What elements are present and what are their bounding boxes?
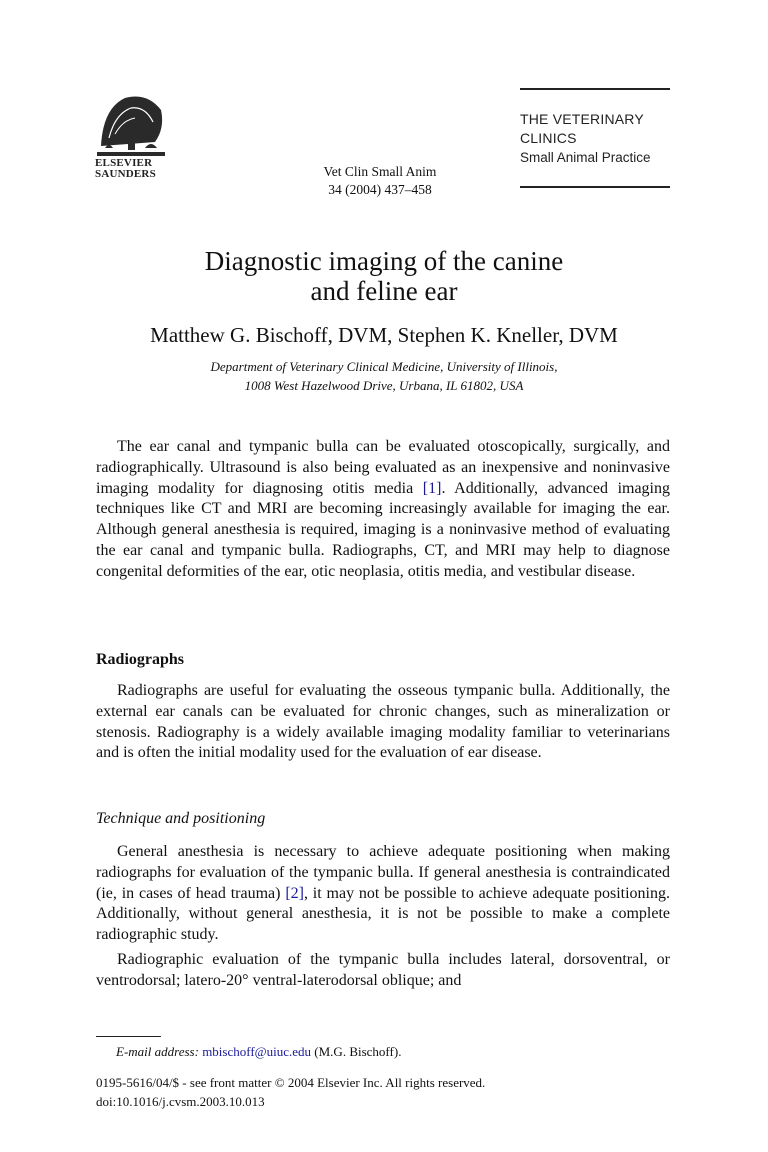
article-title <box>60 246 708 306</box>
email-footnote <box>116 1043 401 1061</box>
title-line-1: Diagnostic imaging of the canine <box>204 246 564 276</box>
email-label: E-mail address: <box>116 1044 199 1059</box>
copyright-line: 0195-5616/04/$ - see front matter © 2004 Elsevier Inc. All rights reserved. <box>96 1075 486 1090</box>
radiographs-paragraph: Radiographs are useful for evaluating the osseous tympanic bulla. Additionally, the external ear canals can be evaluated for chronic changes, such as mineralization or stenosis. Radiography is a widely available imaging modality familiar to veterinarians and is often the initial modality used for the evaluation of ear disease. <box>96 682 670 762</box>
intro-paragraph <box>96 437 670 583</box>
technique-paragraph <box>96 842 670 946</box>
footnote-rule <box>96 1036 161 1037</box>
journal-brand <box>520 88 670 188</box>
email-link[interactable]: mbischoff@uiuc.edu <box>202 1044 312 1059</box>
brand-line-1: THE VETERINARY <box>520 111 644 127</box>
article-affiliation <box>60 357 708 395</box>
doi-line: doi:10.1016/j.cvsm.2003.10.013 <box>96 1094 265 1109</box>
technique-text-a: General anesthesia is necessary to achieve adequate positioning when making radiographs for evaluation of the tympanic bulla. If general anesthesia is contraindicated (ie, in cases of head trauma) <box>96 843 670 902</box>
citation-link-1[interactable]: [1] <box>422 479 442 497</box>
article-authors: Matthew G. Bischoff, DVM, Stephen K. Kneller, DVM <box>150 323 618 347</box>
brand-rule-top <box>520 88 670 90</box>
publisher-imprint: SAUNDERS <box>95 168 156 180</box>
affiliation-line-2: 1008 West Hazelwood Drive, Urbana, IL 61802, USA <box>244 378 524 393</box>
citation-link-2[interactable]: [2] <box>285 884 304 902</box>
journal-citation <box>270 163 490 199</box>
title-line-2: and feline ear <box>310 276 458 306</box>
journal-abbrev: Vet Clin Small Anim <box>323 164 437 179</box>
intro-text-a: The ear canal and tympanic bulla can be evaluated otoscopically, surgically, and radiographically. Ultrasound is also being evaluated as an inexpensive and noninvasive imaging modality for diagnosing otitis media <box>96 438 670 497</box>
email-owner: (M.G. Bischoff). <box>314 1044 402 1059</box>
publisher-logo <box>95 88 167 183</box>
technique-text-b: , it may not be possible to achieve adequate positioning. Additionally, without general anesthesia, it is not be possible to make a complete radiographic study. <box>96 884 671 944</box>
elsevier-tree-icon <box>95 88 167 158</box>
subsection-heading-technique: Technique and positioning <box>96 810 266 827</box>
evaluation-paragraph: Radiographic evaluation of the tympanic bulla includes lateral, dorsoventral, or ventrodorsal; latero-20° ventral-laterodorsal oblique; and <box>96 951 670 989</box>
brand-subtitle: Small Animal Practice <box>520 150 651 165</box>
brand-line-2: CLINICS <box>520 130 577 146</box>
section-heading-radiographs: Radiographs <box>96 651 185 668</box>
publisher-name: ELSEVIER <box>95 157 153 169</box>
brand-rule-bottom <box>520 186 670 188</box>
affiliation-line-1: Department of Veterinary Clinical Medicine, University of Illinois, <box>210 359 558 374</box>
intro-text-b: . Additionally, advanced imaging techniques like CT and MRI are becoming increasingly available for imaging the ear. Although general anesthesia is required, imaging is a noninvasive method of evaluating the ear canal and tympanic bulla. Radiographs, CT, and MRI may help to diagnose congenital deformities of the ear, otic neoplasia, otitis media, and vestibular disease. <box>96 479 671 580</box>
copyright-block <box>96 1073 485 1111</box>
journal-volume-pages: 34 (2004) 437–458 <box>328 182 432 197</box>
